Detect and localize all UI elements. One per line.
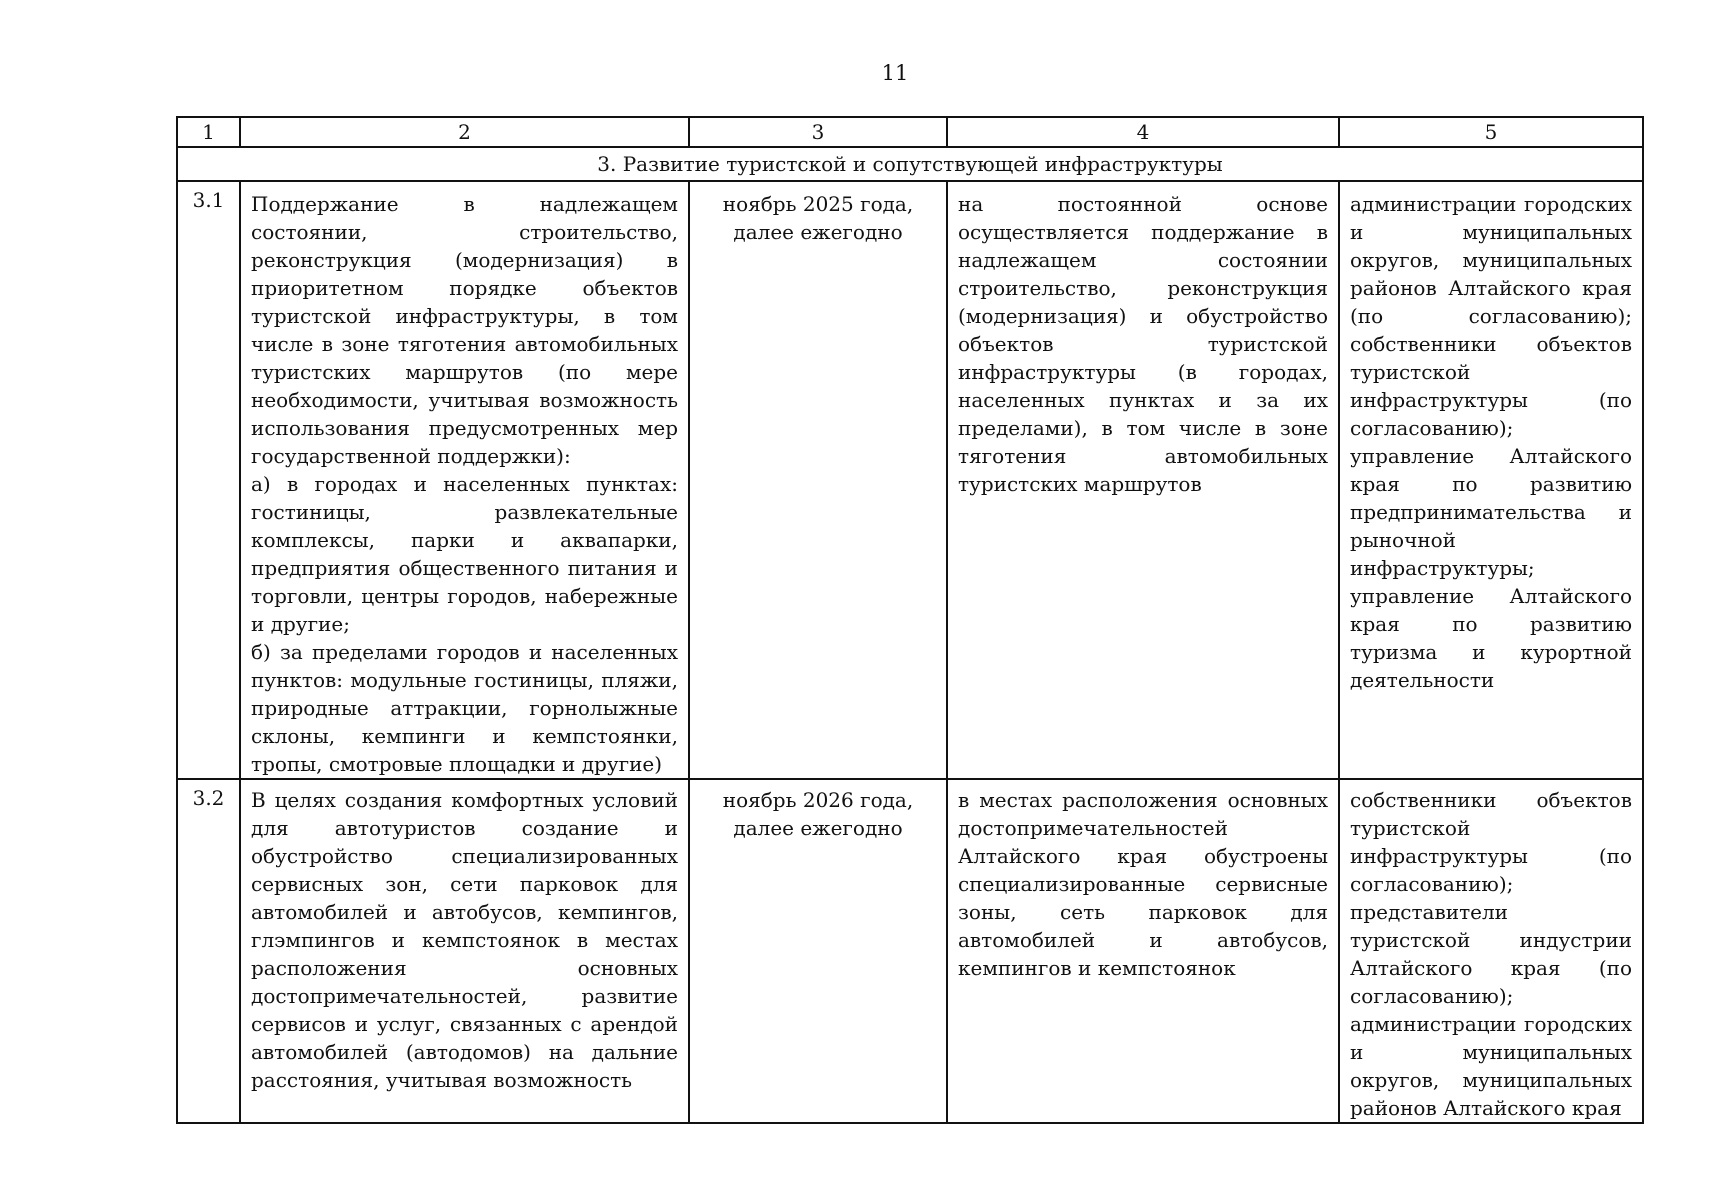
row-number: 3.2 <box>177 779 240 1123</box>
deadline-recurrence: далее ежегодно <box>733 220 903 244</box>
measure-cell <box>240 181 689 779</box>
deadline-date: ноябрь 2025 года, <box>722 192 914 216</box>
table-row <box>177 779 1643 1123</box>
deadline-recurrence: далее ежегодно <box>733 816 903 840</box>
column-header: 5 <box>1339 117 1643 147</box>
column-header: 3 <box>689 117 947 147</box>
measure-item-a: а) в городах и населенных пунктах: гостиницы, развлекательные комплексы, парки и аквапарки, предприятия общественного питания и торговли, центры городов, набережные и другие; <box>251 472 678 636</box>
responsible-text: администрации городских и муниципальных округов, муниципальных районов Алтайского края (по согласованию); собственники объектов туристской инфраструктуры (по согласованию); управление Алтайского края по развитию предпринимательства и рыночной инфраструктуры; управление Алтайского края по развитию туризма и курортной деятельности <box>1350 192 1632 692</box>
section-title: 3. Развитие туристской и сопутствующей инфраструктуры <box>177 147 1643 181</box>
deadline-cell <box>689 181 947 779</box>
result-text: в местах расположения основных достопримечательностей Алтайского края обустроены специализированные сервисные зоны, сеть парковок для автомобилей и автобусов, кемпингов и кемпстоянок <box>958 788 1328 980</box>
responsible-cell <box>1339 779 1643 1123</box>
responsible-cell <box>1339 181 1643 779</box>
measures-table <box>176 116 1644 1124</box>
result-text: на постоянной основе осуществляется поддержание в надлежащем состоянии строительство, реконструкция (модернизация) и обустройство объектов туристской инфраструктуры (в городах, населенных пунктах и за их пределами), в том числе в зоне тяготения автомобильных туристских маршрутов <box>958 192 1328 496</box>
measure-cell <box>240 779 689 1123</box>
measure-text: Поддержание в надлежащем состоянии, строительство, реконструкция (модернизация) в приоритетном порядке объектов туристской инфраструктуры, в том числе в зоне тяготения автомобильных туристских маршрутов (по мере необходимости, учитывая возможность использования предусмотренных мер государственной поддержки): <box>251 192 678 468</box>
row-number: 3.1 <box>177 181 240 779</box>
column-header: 2 <box>240 117 689 147</box>
measure-text: В целях создания комфортных условий для автотуристов создание и обустройство специализированных сервисных зон, сети парковок для автомобилей и автобусов, кемпингов, глэмпингов и кемпстоянок в местах расположения основных достопримечательностей, развитие сервисов и услуг, связанных с арендой автомобилей (автодомов) на дальние расстояния, учитывая возможность <box>251 788 678 1092</box>
deadline-date: ноябрь 2026 года, <box>722 788 914 812</box>
section-row <box>177 147 1643 181</box>
column-header: 4 <box>947 117 1339 147</box>
table-row <box>177 181 1643 779</box>
deadline-cell <box>689 779 947 1123</box>
result-cell <box>947 779 1339 1123</box>
column-header: 1 <box>177 117 240 147</box>
result-cell <box>947 181 1339 779</box>
measure-item-b: б) за пределами городов и населенных пунктов: модульные гостиницы, пляжи, природные аттракции, горнолыжные склоны, кемпинги и кемпстоянки, тропы, смотровые площадки и другие) <box>251 640 678 776</box>
table-header-row <box>177 117 1643 147</box>
responsible-text: собственники объектов туристской инфраструктуры (по согласованию); представители туристской индустрии Алтайского края (по согласованию); администрации городских и муниципальных округов, муниципальных районов Алтайского края <box>1350 788 1632 1120</box>
page-number: 11 <box>881 61 909 85</box>
